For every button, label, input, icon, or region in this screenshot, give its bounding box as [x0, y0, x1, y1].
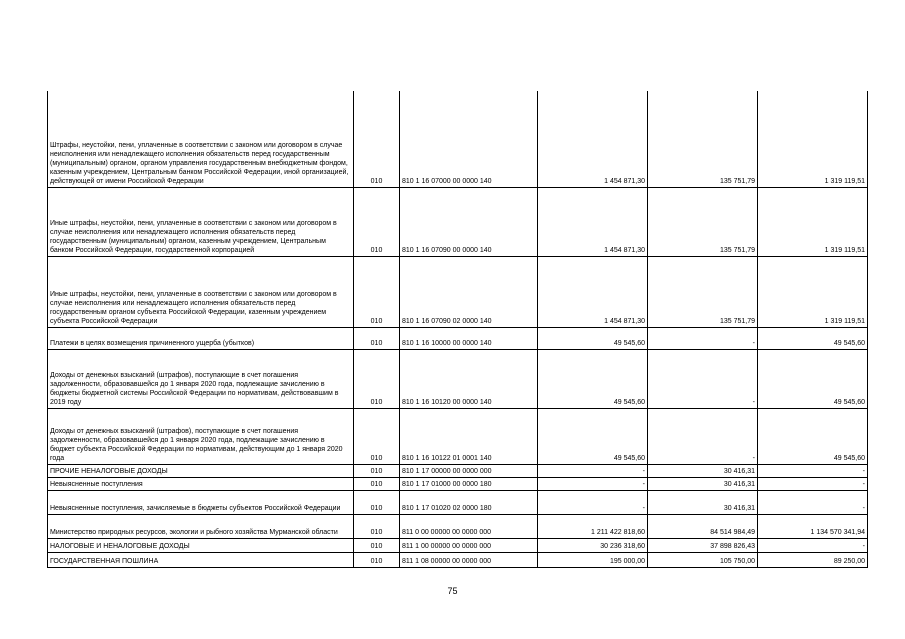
row-code: 010: [354, 538, 400, 552]
row-name: Штрафы, неустойки, пени, уплаченные в соответствии с законом или договором в случае неисполнения или ненадлежащего исполнения обязательств перед государственным (муниципальным) органом, органом управления государственным внебюджетным фондом, казенным учреждением, Центральным банком Российской Федерации, иной организацией, действующей от имени Российской Федерации: [48, 91, 354, 187]
row-executed: 30 416,31: [648, 477, 758, 490]
row-executed: 84 514 984,49: [648, 514, 758, 538]
row-executed: 30 416,31: [648, 490, 758, 514]
table-row: [48, 477, 868, 490]
row-approved: 49 545,60: [538, 327, 648, 349]
row-kbk: 811 1 00 00000 00 0000 000: [400, 538, 538, 552]
row-code: 010: [354, 514, 400, 538]
row-code: 010: [354, 187, 400, 256]
row-remaining: -: [758, 464, 868, 477]
row-name: Министерство природных ресурсов, экологии и рыбного хозяйства Мурманской области: [48, 514, 354, 538]
row-name: ПРОЧИЕ НЕНАЛОГОВЫЕ ДОХОДЫ: [48, 464, 354, 477]
row-remaining: 1 319 119,51: [758, 187, 868, 256]
row-executed: 135 751,79: [648, 187, 758, 256]
row-kbk: 810 1 17 01020 02 0000 180: [400, 490, 538, 514]
row-kbk: 810 1 16 07000 00 0000 140: [400, 91, 538, 187]
row-executed: 135 751,79: [648, 91, 758, 187]
row-remaining: 89 250,00: [758, 552, 868, 567]
row-kbk: 811 1 08 00000 00 0000 000: [400, 552, 538, 567]
row-remaining: -: [758, 477, 868, 490]
row-code: 010: [354, 327, 400, 349]
row-code: 010: [354, 464, 400, 477]
table-row: [48, 552, 868, 567]
table-row: [48, 327, 868, 349]
table-row: [48, 408, 868, 464]
row-approved: 1 454 871,30: [538, 256, 648, 327]
row-approved: -: [538, 490, 648, 514]
row-kbk: 810 1 16 10120 00 0000 140: [400, 349, 538, 408]
row-remaining: 49 545,60: [758, 349, 868, 408]
row-kbk: 810 1 16 10122 01 0001 140: [400, 408, 538, 464]
table-row: [48, 349, 868, 408]
row-kbk: 810 1 17 00000 00 0000 000: [400, 464, 538, 477]
row-remaining: -: [758, 490, 868, 514]
page-number: 75: [447, 586, 458, 596]
row-name: Иные штрафы, неустойки, пени, уплаченные в соответствии с законом или договором в случае неисполнения или ненадлежащего исполнения обязательств перед государственным органом субъекта Российской Федерации, казенным учреждением субъекта Российской Федерации: [48, 256, 354, 327]
row-executed: -: [648, 327, 758, 349]
row-code: 010: [354, 256, 400, 327]
row-name: Иные штрафы, неустойки, пени, уплаченные в соответствии с законом или договором в случае неисполнения или ненадлежащего исполнения обязательств перед государственным (муниципальным) органом, казенным учреждением, Центральным банком Российской Федерации, государственной корпорацией: [48, 187, 354, 256]
row-executed: 30 416,31: [648, 464, 758, 477]
row-name: Доходы от денежных взысканий (штрафов), поступающие в счет погашения задолженности, образовавшейся до 1 января 2020 года, подлежащие зачислению в бюджеты бюджетной системы Российской Федерации по нормативам, действовавшим в 2019 году: [48, 349, 354, 408]
row-executed: 135 751,79: [648, 256, 758, 327]
row-code: 010: [354, 490, 400, 514]
row-code: 010: [354, 477, 400, 490]
row-remaining: 49 545,60: [758, 408, 868, 464]
row-remaining: 1 319 119,51: [758, 256, 868, 327]
row-approved: 195 000,00: [538, 552, 648, 567]
row-code: 010: [354, 91, 400, 187]
row-code: 010: [354, 349, 400, 408]
row-code: 010: [354, 408, 400, 464]
row-executed: 37 898 826,43: [648, 538, 758, 552]
row-code: 010: [354, 552, 400, 567]
row-kbk: 810 1 16 10000 00 0000 140: [400, 327, 538, 349]
table-row: [48, 514, 868, 538]
row-approved: -: [538, 477, 648, 490]
row-approved: 1 211 422 818,60: [538, 514, 648, 538]
row-kbk: 810 1 16 07090 02 0000 140: [400, 256, 538, 327]
row-name: ГОСУДАРСТВЕННАЯ ПОШЛИНА: [48, 552, 354, 567]
row-approved: 1 454 871,30: [538, 91, 648, 187]
row-remaining: 1 134 570 341,94: [758, 514, 868, 538]
row-kbk: 810 1 17 01000 00 0000 180: [400, 477, 538, 490]
row-remaining: 1 319 119,51: [758, 91, 868, 187]
revenue-table: [47, 91, 868, 568]
row-kbk: 810 1 16 07090 00 0000 140: [400, 187, 538, 256]
row-remaining: 49 545,60: [758, 327, 868, 349]
table-row: [48, 464, 868, 477]
row-remaining: -: [758, 538, 868, 552]
row-approved: 30 236 318,60: [538, 538, 648, 552]
table-body: [48, 91, 868, 567]
row-name: Платежи в целях возмещения причиненного ущерба (убытков): [48, 327, 354, 349]
row-executed: -: [648, 408, 758, 464]
row-executed: -: [648, 349, 758, 408]
row-kbk: 811 0 00 00000 00 0000 000: [400, 514, 538, 538]
row-approved: 1 454 871,30: [538, 187, 648, 256]
table-row: [48, 187, 868, 256]
row-name: Доходы от денежных взысканий (штрафов), поступающие в счет погашения задолженности, образовавшейся до 1 января 2020 года, подлежащие зачислению в бюджет субъекта Российской Федерации по нормативам, действующим до 1 января 2020 года: [48, 408, 354, 464]
row-name: Невыясненные поступления: [48, 477, 354, 490]
row-name: Невыясненные поступления, зачисляемые в бюджеты субъектов Российской Федерации: [48, 490, 354, 514]
row-executed: 105 750,00: [648, 552, 758, 567]
row-approved: -: [538, 464, 648, 477]
row-approved: 49 545,60: [538, 349, 648, 408]
table-row: [48, 490, 868, 514]
table-row: [48, 538, 868, 552]
row-name: НАЛОГОВЫЕ И НЕНАЛОГОВЫЕ ДОХОДЫ: [48, 538, 354, 552]
table-row: [48, 91, 868, 187]
table-row: [48, 256, 868, 327]
row-approved: 49 545,60: [538, 408, 648, 464]
